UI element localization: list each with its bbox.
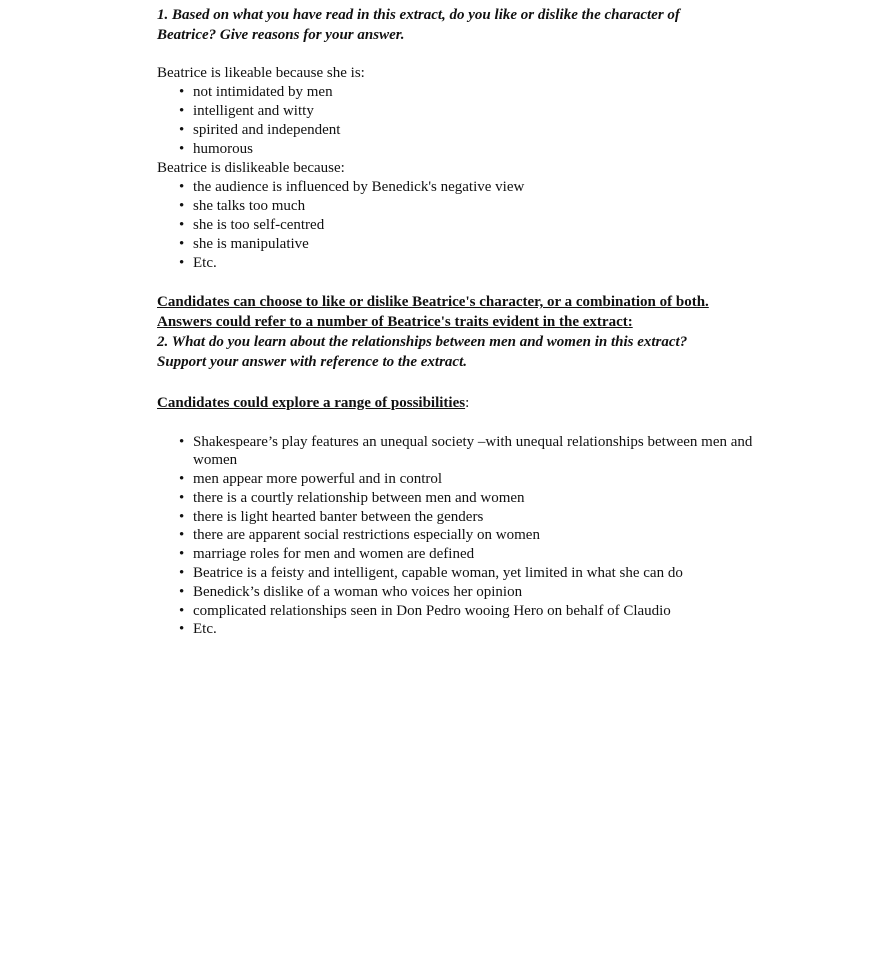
list-item: • there are apparent social restrictions especially on women [157, 526, 757, 545]
spacer [157, 372, 757, 393]
list-item: • humorous [157, 140, 757, 159]
list-item: • intelligent and witty [157, 102, 757, 121]
list-item: • there is light hearted banter between the genders [157, 508, 757, 527]
list-item: • she is too self-centred [157, 216, 757, 235]
list-item: • not intimidated by men [157, 83, 757, 102]
list-item: • Etc. [157, 254, 757, 273]
list-item: • marriage roles for men and women are defined [157, 545, 757, 564]
list-item: • Shakespeare’s play features an unequal society –with unequal relationships between men and women [157, 434, 757, 469]
likeable-list [157, 83, 757, 159]
question-1-line2: Beatrice? Give reasons for your answer. [157, 27, 405, 43]
list-item: • Etc. [157, 620, 757, 639]
dislikeable-intro: Beatrice is dislikeable because: [157, 160, 345, 176]
list-item: • complicated relationships seen in Don Pedro wooing Hero on behalf of Claudio [157, 602, 757, 621]
list-item: • Benedick’s dislike of a woman who voices her opinion [157, 583, 757, 602]
spacer [157, 413, 757, 434]
question-1 [157, 5, 757, 45]
candidates-note [157, 292, 757, 332]
question-2 [157, 332, 757, 372]
list-item: • Beatrice is a feisty and intelligent, capable woman, yet limited in what she can do [157, 564, 757, 583]
answer-content [157, 5, 757, 639]
spacer [157, 273, 757, 292]
list-item: • she talks too much [157, 197, 757, 216]
question-2-line1: 2. What do you learn about the relationships between men and women in this extract? [157, 334, 688, 350]
possibilities-heading: Candidates could explore a range of possibilities [157, 395, 466, 411]
possibilities-heading-line [157, 393, 757, 413]
question-1-line1: 1. Based on what you have read in this extract, do you like or dislike the character of [157, 7, 680, 23]
spacer [157, 45, 757, 64]
list-item: • men appear more powerful and in control [157, 470, 757, 489]
list-item: • spirited and independent [157, 121, 757, 140]
possibilities-list [157, 434, 757, 639]
dislikeable-list [157, 178, 757, 273]
likeable-intro: Beatrice is likeable because she is: [157, 65, 365, 81]
list-item: • the audience is influenced by Benedick's negative view [157, 178, 757, 197]
list-item: • she is manipulative [157, 235, 757, 254]
list-item: • there is a courtly relationship between men and women [157, 489, 757, 508]
question-2-line2: Support your answer with reference to the extract. [157, 354, 468, 370]
candidates-note-line2: Answers could refer to a number of Beatrice's traits evident in the extract: [157, 314, 633, 330]
possibilities-colon: : [465, 395, 470, 411]
candidates-note-line1: Candidates can choose to like or dislike Beatrice's character, or a combination of both. [157, 294, 709, 310]
